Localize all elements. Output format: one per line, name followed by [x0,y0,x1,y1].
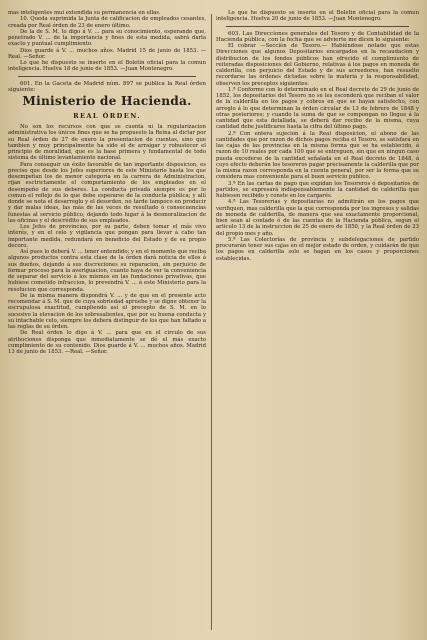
divider [226,26,409,27]
announcement: 603. Las Direcciones generales del Tesoro y de Contabilidad de la Hacienda pública, con la fecha que se advierte me dicen lo siguiente: [216,30,419,43]
paragraph: Para conseguir un éxito favorable de tan importante disposicion, es preciso que desde los Jefes superiores de este Ministerio hasta los que desempeñan los de menor categoría en la carrera de Administracion, rijan esctrictamente el comportamiento de los empleados en el desempeño de sus deberes. La conducta privada siempre es por lo comun el reflejo de lo que debe esperarse de la conducta pública; y allí donde se nota el desarreglo y el desorden, no tarde tampoco en producir y dar malas ideas, las más de las veces de resultado ó consecuencias funestas al servicio público, dejando todo lugar á la desmoralizacion de las oficinas y el descrédito de sus empleados. [8,161,206,224]
paragraph: No son los recursos con que se cuenta ni la regularizacion administrativa los únicos fines que se ha propuesto la Reina al dictar por su Real órden de 27 de enero la presentacion de cuentas, sino que tambien y muy principalmente ha sido el de arraigar y robustecer el principio de moralidad, que es la base primera y fundamental de todo sistema de último levantamiento nacional. [8,124,206,162]
paragraph: Los Jefes de provincias, por su parte, deben tomar el más vivo interés, y en el celo y vigilancia que pongan para llevar á cabo tan importante medida, redundará en beneficio del Estado y de su propio decoro. [8,224,206,249]
paragraph: Lo que he dispuesto se inserte en el Boletin oficial para la comun inteligencia. Huelva 18 de junio de 1853. —Juan Montenegro. [8,60,206,73]
subsection-title: REAL ÓRDEN. [73,112,141,120]
rule-item: 3.ª En las cartas de pago que expidan los Tesoreros ó depositarios de partidos, se expresará indispensablemente la cantidad de calderilla que hubiesen recibido y conste en los cargarés. [216,180,419,199]
rule-item: 4.ª Las Tesorerías y depositarías no admitirán en los pagos que verifiquen, mas calderilla que la que corresponda por los ingresos y salidas de moneda de calderilla, de manera que sea exactamente proporcional, bien sean al contado ó de las cuentas de la Hacienda pública, segun el articulo 13 de la instruccion de 25 de enero de 1850, y la Real órden de 23 del propio mes y año. [216,199,419,237]
paragraph: 10. Queda suprimida la Junta de calificacion de empleados cesantes, creada por Real órden de 23 de enero último. [8,16,206,29]
paragraph: El cobrar —Sección de Tesoro.— Habiéndose notado que estas Direcciones que algunos Depositarios encargados en la recaudacion y distribucion de los fondos públicos han ofrecido el cumplimiento de reiteradas disposiciones del Gobierno, relativas á los pagos en moneda de calderilla, con perjuicio del Estado y de sus acreedores, han resuelto recordarse las órdenes dictadas sobre la materia y la responsabilidad, observen los preceptos siguientes: [216,43,419,87]
rule-item: 5.ª Las Colectorías de provincia y subdelegaciones de partido procurarán tener sus cajas en el mejor estado de orden, y cuidarán de que los pagos en calderilla solo se hagan en los casos y proporciones establecidas. [216,236,419,262]
paragraph: Lo que he dispuesto se inserte en el Boletin oficial para la comun inteligencia. Huelva 20 de junio de 1853. —Juan Montenegro. [216,10,419,23]
paragraph: Dios guarde á V. ... muchos años. Madrid 15 de junio de 1853. —Real. —Señor. [8,47,206,60]
column-divider [211,14,212,630]
paragraph: mas inteligentes mui extendida su permanencia en ellas. [8,10,161,16]
left-column [8,10,206,632]
rule-item: 1.ª Conforme con lo determinado en el Real decreto de 29 de junio de 1852, los depositarios del Tesoro no se les esconderá que reciban el valor de la calderilla en los pagos y cobros en que se hayan satisfecho, con arreglo á lo que determinan la órden circular de 13 de febrero de 1848 y otras posteriores; y cuando la suma de que se compongan no llegue á la cantidad que esta detallada, se deberá dar recibo de la misma, cuya cantidad debe justificarse hasta la cifra del último pago. [216,86,419,131]
divider [18,76,196,77]
rule-item: 2.ª Con entera sujecion á la Real disposicion, el abono de las cantidades que por razon de dichos pagos reciba el Tesoro, se satisfará en las cajas de las provincias en la misma forma que se ha establecido, á razon de 10 reales por cada 100 que se entreguen, sin que en ningun caso pueda excederse de la cantidad señalada en el Real decreto de 1848, á cuyo efecto deberán los tesoreros pagar precisamente la calderilla que por la misma razon corresponda en la cuenta general, por ser la forma que se considera mas conveniente para el buen servicio público. [216,130,419,181]
right-column [216,10,419,632]
announcement: 601. En la Gaceta de Madrid núm. 897 se publica la Real órden siguiente: [8,80,206,93]
section-title: Ministerio de Hacienda. [22,94,192,108]
paragraph: De la misma manera dispondrá V. ... y de que en el presente acto recomendar á S. M. que de cuya sobriedad apruebe y se digne obtener la escrupulosa exactitud, cumpliendo así el precepto de S. M. en lo sucesivo la elevacion de los sobresalientes, que por su buena conducta y su intachable celo, siempre los deberá distinguir de los que han faltado a las reglas de su órden. [8,292,206,330]
paragraph: De la de S. M. lo digo á V. ... para su conocimiento, esperando que, penetrado V. ... de la importancia y fines de esta medida, sabrá darla exacto y puntual cumplimiento. [8,28,206,48]
paragraph: Así pues lo deberá V. ... tener entendido; y en el momento que reciba algunos productos contra esta clase de la órden dará noticia de ellos á sus dueños, dejando á sus discreciones su reparacion, sin perjuicio de formar proceso para la averiguacion, cuanto haya de ver la conveniencia de separar del servicio á los mismos en las fundaciones privativas, que hubiese cometido infraccion, lo prevendrá V. ... á este Ministerio para la resolucion que corresponda. [8,249,206,293]
paragraph: De Real órden lo digo á V. ... para que en el circulo de sus atribuciones disponga que inmediatamente se dé el más exacto cumplimiento de su contenido. Dios guarde á V. ... muchos años. Madrid 13 de junio de 1853. —Real. —Señor. [8,330,206,355]
